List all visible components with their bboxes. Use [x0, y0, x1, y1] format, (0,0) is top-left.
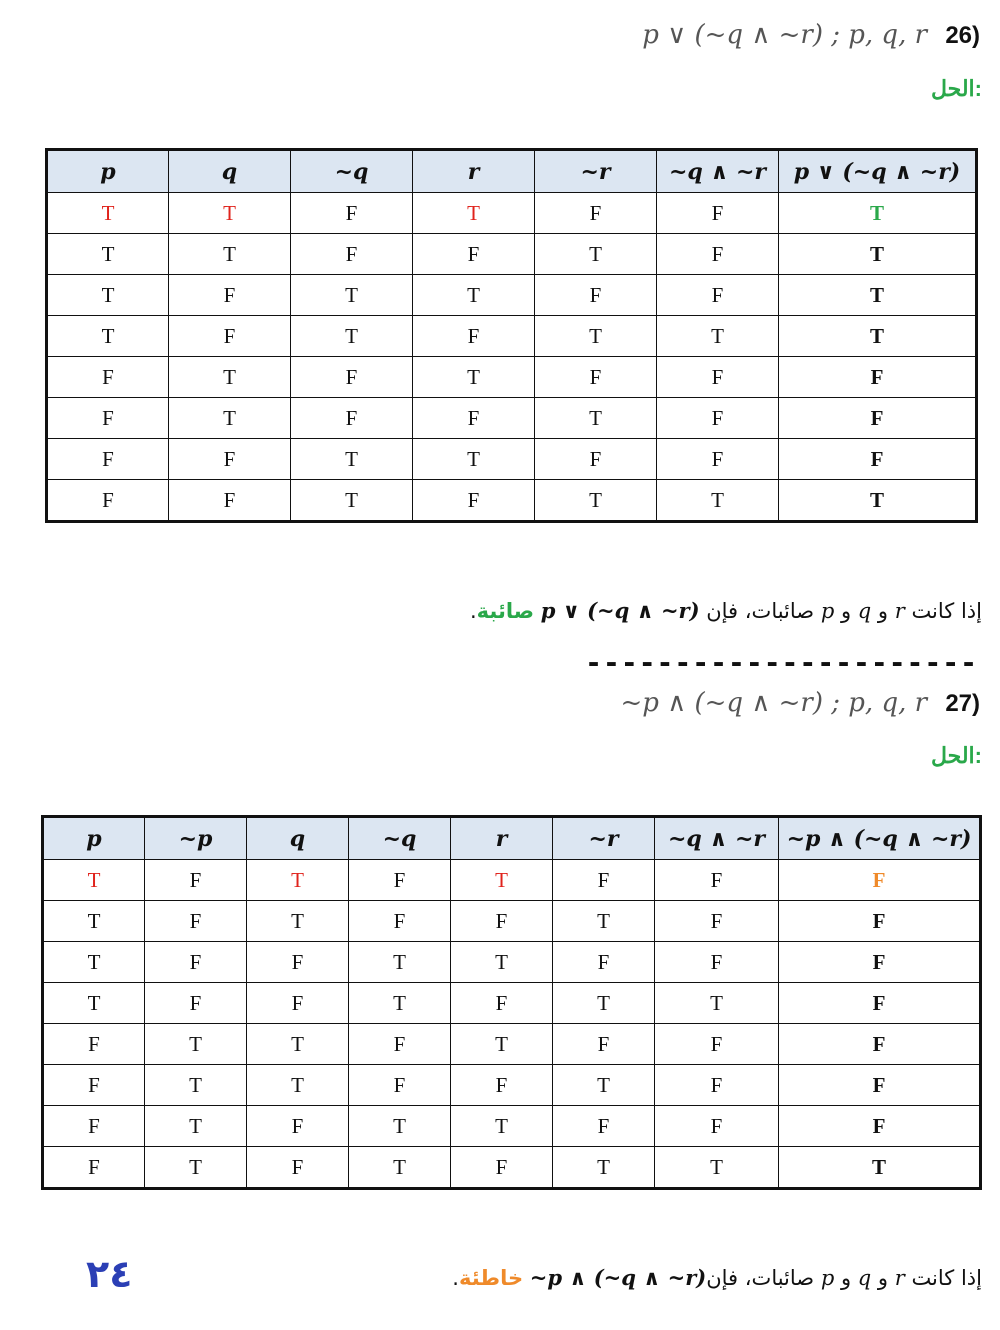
conclusion-end: .: [469, 599, 477, 623]
table-cell: F: [779, 901, 981, 942]
column-header: r: [413, 150, 535, 193]
table-row: [47, 316, 977, 357]
table-row: [47, 439, 977, 480]
truth-table-header-row: [47, 150, 977, 193]
conclusion-result: خاطئة: [458, 1266, 524, 1290]
table-cell: F: [247, 942, 349, 983]
table-cell: T: [451, 860, 553, 901]
table-cell: F: [535, 357, 657, 398]
table-cell: F: [169, 316, 291, 357]
table-cell: T: [553, 1065, 655, 1106]
table-cell: F: [145, 860, 247, 901]
problem-27-solution-label: الحل:: [930, 743, 982, 768]
table-cell: F: [47, 480, 169, 522]
table-cell: T: [451, 1024, 553, 1065]
table-cell: F: [145, 942, 247, 983]
table-cell: F: [451, 1147, 553, 1189]
table-cell: F: [655, 1106, 779, 1147]
problem-26-expression: p ∨ (~q ∧ ~r) ; p, q, r: [642, 20, 928, 50]
conclusion-mid: صائبات، فإن: [706, 1266, 821, 1290]
table-cell: T: [349, 1147, 451, 1189]
table-cell: F: [535, 439, 657, 480]
table-cell: T: [247, 860, 349, 901]
table-cell: F: [43, 1024, 145, 1065]
column-header: ~q: [291, 150, 413, 193]
table-cell: T: [413, 193, 535, 234]
table-cell: F: [553, 1106, 655, 1147]
section-separator: ----------------------: [585, 646, 978, 679]
table-cell: F: [169, 439, 291, 480]
table-cell: F: [779, 1065, 981, 1106]
problem-26-conclusion: [470, 598, 982, 623]
table-cell: T: [349, 942, 451, 983]
problem-27-statement: [621, 688, 981, 718]
table-cell: T: [47, 193, 169, 234]
var-p: p: [820, 1266, 835, 1290]
table-cell: T: [247, 1065, 349, 1106]
table-cell: F: [291, 357, 413, 398]
table-cell: F: [169, 275, 291, 316]
table-cell: T: [535, 398, 657, 439]
truth-table-header-row: [43, 817, 981, 860]
table-cell: F: [779, 860, 981, 901]
conclusion-end: .: [452, 1266, 459, 1290]
table-cell: F: [657, 275, 779, 316]
table-cell: F: [247, 983, 349, 1024]
conclusion-and: و: [834, 1266, 858, 1290]
truth-table-27: [41, 815, 982, 1190]
table-cell: T: [169, 357, 291, 398]
conclusion-and: و: [871, 1266, 895, 1290]
problem-27-expression: ~p ∧ (~q ∧ ~r) ; p, q, r: [620, 688, 928, 718]
column-header: ~r: [553, 817, 655, 860]
column-header: p: [47, 150, 169, 193]
conclusion-result: صائبة: [476, 599, 535, 623]
table-cell: F: [43, 1065, 145, 1106]
table-row: [47, 357, 977, 398]
column-header: ~p: [145, 817, 247, 860]
table-cell: T: [451, 942, 553, 983]
table-cell: F: [349, 1065, 451, 1106]
table-cell: T: [169, 398, 291, 439]
table-cell: T: [47, 234, 169, 275]
table-cell: T: [553, 983, 655, 1024]
table-cell: T: [291, 316, 413, 357]
column-header: p ∨ (~q ∧ ~r): [779, 150, 977, 193]
truth-table-26: [45, 148, 978, 523]
table-row: [43, 860, 981, 901]
table-cell: F: [349, 1024, 451, 1065]
table-cell: T: [247, 901, 349, 942]
table-row: [47, 193, 977, 234]
table-cell: T: [43, 983, 145, 1024]
problem-26-number: 26): [945, 22, 980, 49]
table-row: [43, 983, 981, 1024]
table-cell: T: [169, 193, 291, 234]
table-row: [43, 901, 981, 942]
table-cell: F: [169, 480, 291, 522]
table-row: [43, 1147, 981, 1189]
column-header: ~q ∧ ~r: [655, 817, 779, 860]
table-cell: T: [413, 275, 535, 316]
conclusion-prefix: إذا كانت: [904, 1266, 982, 1290]
table-cell: T: [535, 234, 657, 275]
table-cell: T: [655, 1147, 779, 1189]
column-header: r: [451, 817, 553, 860]
table-cell: T: [43, 860, 145, 901]
table-cell: F: [655, 942, 779, 983]
table-cell: F: [779, 983, 981, 1024]
table-cell: T: [779, 234, 977, 275]
var-r: r: [894, 1266, 905, 1290]
table-cell: T: [349, 983, 451, 1024]
table-cell: T: [535, 480, 657, 522]
table-cell: F: [47, 357, 169, 398]
table-cell: F: [413, 480, 535, 522]
table-cell: T: [43, 901, 145, 942]
problem-26-solution-label: الحل:: [930, 76, 982, 101]
page-number: ٢٤: [86, 1252, 133, 1296]
column-header: ~p ∧ (~q ∧ ~r): [779, 817, 981, 860]
var-q: q: [857, 599, 872, 623]
conclusion-expression: ~p ∧ (~q ∧ ~r): [529, 1265, 707, 1290]
table-cell: F: [655, 1065, 779, 1106]
column-header: ~q ∧ ~r: [657, 150, 779, 193]
table-cell: F: [553, 942, 655, 983]
problem-26-statement: [642, 20, 980, 50]
table-cell: T: [553, 1147, 655, 1189]
table-cell: F: [451, 1065, 553, 1106]
table-row: [47, 480, 977, 522]
table-cell: T: [169, 234, 291, 275]
var-p: p: [820, 599, 835, 623]
table-cell: T: [535, 316, 657, 357]
table-cell: F: [779, 357, 977, 398]
table-cell: F: [291, 193, 413, 234]
table-cell: T: [145, 1106, 247, 1147]
table-cell: F: [655, 901, 779, 942]
table-cell: T: [779, 193, 977, 234]
table-cell: F: [43, 1106, 145, 1147]
table-cell: T: [349, 1106, 451, 1147]
table-cell: F: [657, 193, 779, 234]
table-cell: F: [779, 439, 977, 480]
var-q: q: [857, 1266, 872, 1290]
table-cell: T: [291, 275, 413, 316]
table-cell: F: [779, 1024, 981, 1065]
table-cell: F: [535, 275, 657, 316]
table-cell: F: [349, 860, 451, 901]
column-header: ~q: [349, 817, 451, 860]
table-cell: T: [657, 480, 779, 522]
table-cell: T: [47, 275, 169, 316]
table-row: [47, 234, 977, 275]
table-cell: F: [657, 439, 779, 480]
table-cell: F: [413, 234, 535, 275]
table-cell: F: [655, 860, 779, 901]
column-header: q: [169, 150, 291, 193]
table-cell: F: [779, 398, 977, 439]
table-cell: T: [779, 316, 977, 357]
table-cell: F: [47, 439, 169, 480]
conclusion-and: و: [834, 599, 858, 623]
table-row: [43, 1024, 981, 1065]
var-r: r: [894, 599, 905, 623]
table-cell: F: [47, 398, 169, 439]
table-row: [47, 275, 977, 316]
table-cell: F: [779, 942, 981, 983]
table-cell: T: [451, 1106, 553, 1147]
table-cell: F: [247, 1106, 349, 1147]
table-cell: T: [291, 480, 413, 522]
table-cell: T: [657, 316, 779, 357]
table-cell: F: [657, 357, 779, 398]
conclusion-mid: صائبات، فإن: [699, 599, 821, 623]
table-row: [43, 1065, 981, 1106]
table-cell: F: [291, 398, 413, 439]
table-cell: F: [413, 398, 535, 439]
table-cell: T: [655, 983, 779, 1024]
column-header: ~r: [535, 150, 657, 193]
table-cell: F: [535, 193, 657, 234]
table-row: [47, 398, 977, 439]
table-cell: F: [553, 860, 655, 901]
conclusion-prefix: إذا كانت: [904, 599, 982, 623]
table-row: [43, 1106, 981, 1147]
column-header: p: [43, 817, 145, 860]
table-cell: F: [451, 901, 553, 942]
column-header: q: [247, 817, 349, 860]
table-cell: F: [247, 1147, 349, 1189]
conclusion-expression: p ∨ (~q ∧ ~r): [540, 598, 700, 623]
table-cell: F: [291, 234, 413, 275]
table-cell: F: [145, 901, 247, 942]
table-cell: T: [413, 439, 535, 480]
table-cell: F: [657, 234, 779, 275]
table-cell: F: [553, 1024, 655, 1065]
table-cell: F: [145, 983, 247, 1024]
table-cell: F: [349, 901, 451, 942]
table-cell: T: [145, 1065, 247, 1106]
table-cell: T: [43, 942, 145, 983]
table-cell: F: [779, 1106, 981, 1147]
table-cell: F: [413, 316, 535, 357]
table-cell: T: [553, 901, 655, 942]
table-cell: T: [247, 1024, 349, 1065]
table-cell: T: [779, 480, 977, 522]
problem-27-number: 27): [945, 690, 980, 717]
table-cell: T: [413, 357, 535, 398]
table-cell: T: [291, 439, 413, 480]
table-cell: F: [655, 1024, 779, 1065]
table-cell: T: [779, 275, 977, 316]
table-cell: T: [145, 1147, 247, 1189]
table-cell: T: [47, 316, 169, 357]
table-cell: F: [657, 398, 779, 439]
conclusion-and: و: [871, 599, 895, 623]
table-cell: F: [451, 983, 553, 1024]
table-row: [43, 942, 981, 983]
table-cell: F: [43, 1147, 145, 1189]
problem-27-conclusion: [452, 1265, 982, 1290]
table-cell: T: [145, 1024, 247, 1065]
table-cell: T: [779, 1147, 981, 1189]
